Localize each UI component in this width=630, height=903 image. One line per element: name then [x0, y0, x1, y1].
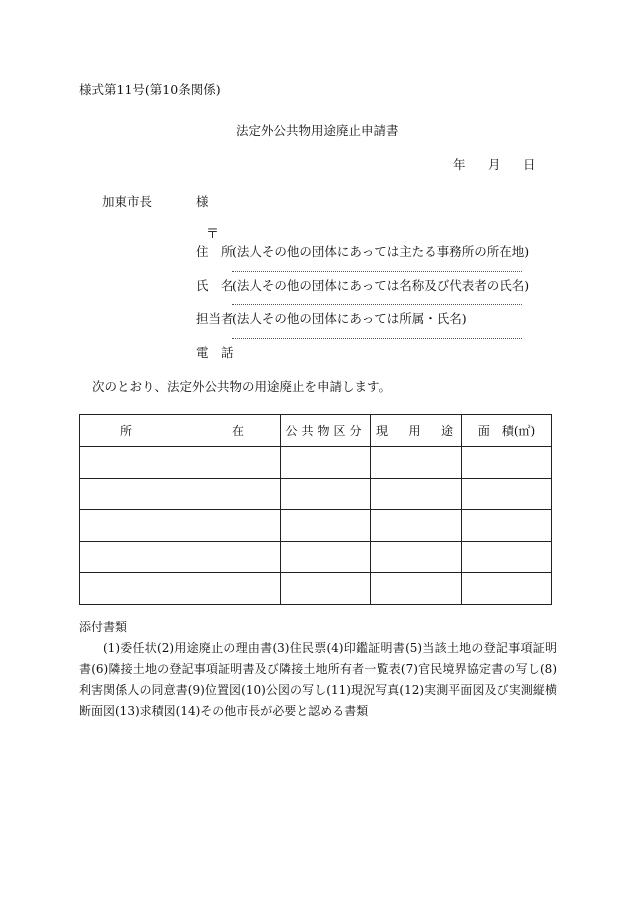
address-label: 住 所: [196, 244, 234, 259]
application-table: [79, 414, 552, 605]
cell-category[interactable]: [281, 541, 371, 573]
name-label: 氏 名: [196, 278, 234, 293]
statement: 次のとおり、法定外公共物の用途廃止を申請します。: [92, 379, 392, 394]
cell-current-use[interactable]: [371, 510, 462, 542]
header-location-b: 在: [231, 424, 244, 438]
table-row: [80, 541, 552, 573]
date-year: 年: [453, 157, 466, 172]
phone-label: 電 話: [196, 345, 234, 360]
cell-current-use[interactable]: [371, 573, 462, 605]
header-location-a: 所: [120, 424, 133, 438]
cell-location[interactable]: [80, 447, 281, 479]
cell-current-use[interactable]: [371, 541, 462, 573]
table-header-row: [80, 415, 552, 447]
cell-current-use[interactable]: [371, 478, 462, 510]
header-use-b: 用: [408, 424, 421, 438]
header-current-use: [371, 415, 462, 447]
name-field[interactable]: [232, 304, 522, 305]
cell-area[interactable]: [462, 510, 552, 542]
header-location: [80, 415, 281, 447]
cell-current-use[interactable]: [371, 447, 462, 479]
cell-category[interactable]: [281, 573, 371, 605]
cell-area[interactable]: [462, 447, 552, 479]
table-row: [80, 510, 552, 542]
cell-location[interactable]: [80, 573, 281, 605]
attachments-section: [79, 617, 557, 722]
cell-area[interactable]: [462, 541, 552, 573]
cell-area[interactable]: [462, 478, 552, 510]
document-title: 法定外公共物用途廃止申請書: [236, 123, 399, 138]
header-use-c: 途: [440, 424, 453, 438]
postal-mark: 〒: [206, 227, 220, 242]
cell-category[interactable]: [281, 447, 371, 479]
attachments-list: (1)委任状(2)用途廃止の理由書(3)住民票(4)印鑑証明書(5)当該土地の登記事項証明書(6)隣接土地の登記事項証明書及び隣接土地所有者一覧表(7)官民境界協定書の写し(8)利害関係人の同意書(9)位置図(10)公図の写し(11)現況写真(12)実測平面図及び実測縦横断面図(13)求積図(14)その他市長が必要と認める書類: [79, 641, 557, 718]
cell-location[interactable]: [80, 510, 281, 542]
contact-field[interactable]: [232, 338, 522, 339]
cell-location[interactable]: [80, 541, 281, 573]
contact-label: 担当者: [196, 311, 234, 326]
header-use-a: 現: [376, 424, 389, 438]
name-note: (法人その他の団体にあっては名称及び代表者の氏名): [232, 278, 530, 293]
header-area: 面 積(㎡): [462, 415, 552, 447]
cell-category[interactable]: [281, 478, 371, 510]
form-number: 様式第11号(第10条関係): [79, 82, 221, 97]
date-day: 日: [523, 157, 536, 172]
attachments-heading: 添付書類: [79, 620, 128, 634]
cell-category[interactable]: [281, 510, 371, 542]
table-row: [80, 447, 552, 479]
table-row: [80, 573, 552, 605]
addressee-name: 加東市長: [102, 194, 153, 209]
address-field[interactable]: [232, 271, 522, 272]
contact-note: (法人その他の団体にあっては所属・氏名): [232, 311, 467, 326]
cell-area[interactable]: [462, 573, 552, 605]
table-row: [80, 478, 552, 510]
header-category: 公共物区分: [281, 415, 371, 447]
addressee-honorific: 様: [196, 194, 209, 209]
date-month: 月: [488, 157, 501, 172]
address-note: (法人その他の団体にあっては主たる事務所の所在地): [232, 244, 530, 259]
cell-location[interactable]: [80, 478, 281, 510]
